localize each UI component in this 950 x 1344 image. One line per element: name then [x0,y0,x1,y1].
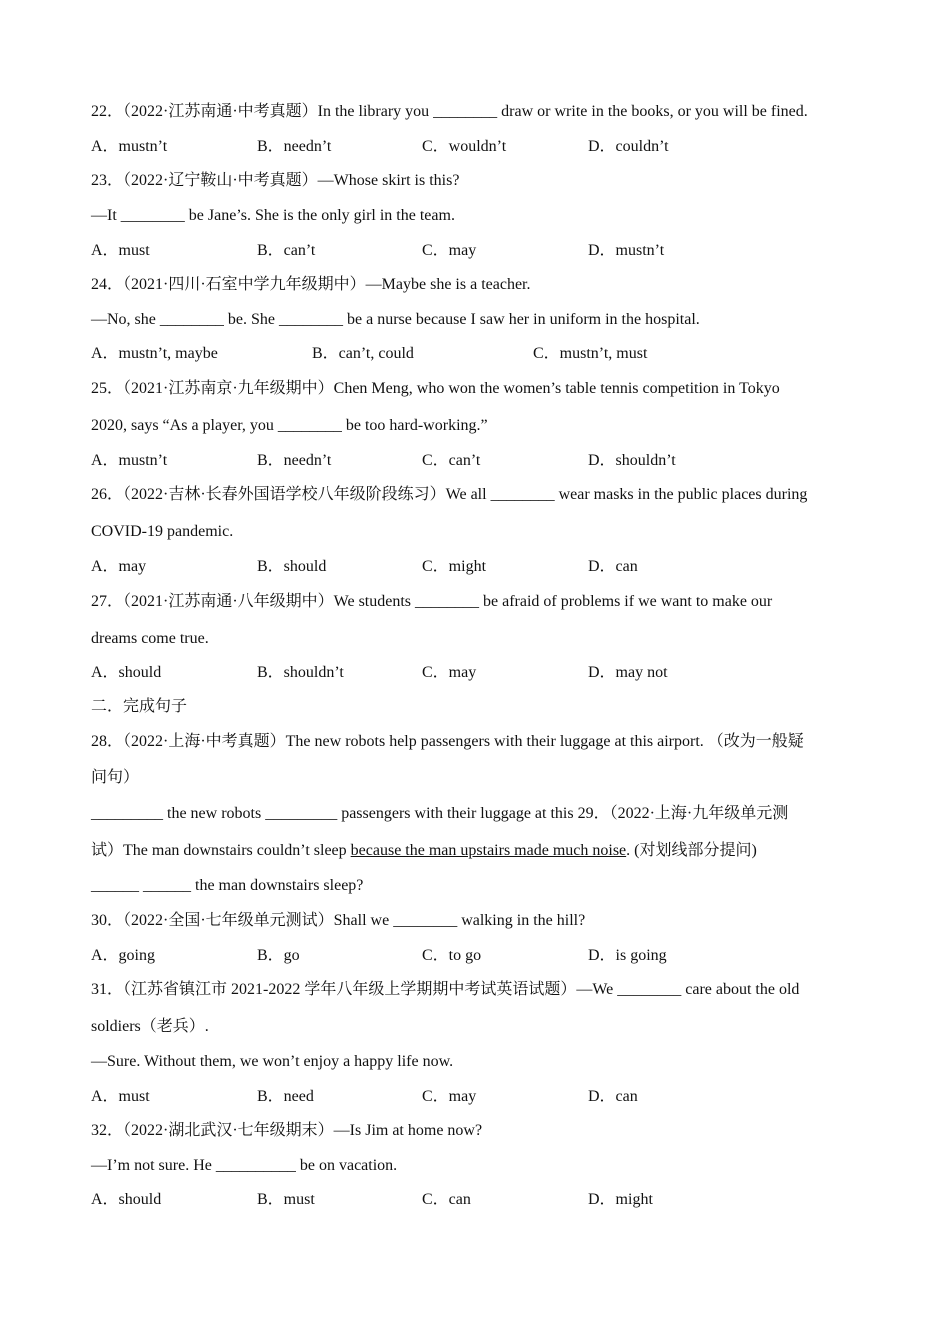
q22-option-b: B．needn’t [257,138,332,155]
question-24-stem: 24．（2021·四川·石室中学九年级期中）—Maybe she is a teacher. [91,276,531,293]
question-31-stem: 31．（江苏省镇江市 2021-2022 学年八年级上学期期中考试英语试题）—We ________ care about the old [91,981,800,998]
q30-option-d: D．is going [588,947,667,964]
question-32-stem: 32．（2022·湖北武汉·七年级期末）—Is Jim at home now? [91,1122,483,1139]
question-32-line2: —I’m not sure. He __________ be on vacation. [91,1157,398,1174]
q24-option-a: A．mustn’t, maybe [91,345,218,362]
q32-option-d: D．might [588,1191,653,1208]
question-28-line3: _________ the new robots _________ passengers with their luggage at this 29．（2022·上海·九年级单元测 [91,805,789,822]
section-heading: 二．完成句子 [91,698,188,715]
q23-option-a: A．must [91,242,150,259]
q27-option-a: A．should [91,664,162,681]
q22-option-d: D．couldn’t [588,138,669,155]
q25-option-c: C．can’t [422,452,481,469]
q29-underlined-part: because the man upstairs made much noise [350,842,627,859]
q31-option-d: D．can [588,1088,638,1105]
q26-option-d: D．can [588,558,638,575]
question-25-stem: 25．（2021·江苏南京·九年级期中）Chen Meng, who won the women’s table tennis competition in Tokyo [91,380,780,397]
q27-option-d: D．may not [588,664,668,681]
question-29-line2: ______ ______ the man downstairs sleep? [91,877,364,894]
q26-option-a: A．may [91,558,147,575]
question-28-stem: 28．（2022·上海·中考真题）The new robots help passengers with their luggage at this airport. （改为一般疑 [91,733,804,750]
q24-option-b: B．can’t, could [312,345,414,362]
q27-option-c: C．may [422,664,477,681]
question-31-line2: soldiers（老兵）. [91,1018,209,1035]
question-26-line2: COVID-19 pandemic. [91,523,234,540]
question-23-stem: 23．（2022·辽宁鞍山·中考真题）—Whose skirt is this? [91,172,460,189]
q32-option-b: B．must [257,1191,315,1208]
q30-option-b: B．go [257,947,300,964]
question-26-stem: 26．（2022·吉林·长春外国语学校八年级阶段练习）We all ________ wear masks in the public places during [91,486,808,503]
q23-option-d: D．mustn’t [588,242,665,259]
question-28-line2: 问句） [91,769,140,786]
q26-option-c: C．might [422,558,487,575]
question-29-stem [91,841,757,861]
q24-option-c: C．mustn’t, must [533,345,648,362]
q26-option-b: B．should [257,558,327,575]
q29-post: . (对划线部分提问) [626,842,757,859]
q31-option-c: C．may [422,1088,477,1105]
q31-option-a: A．must [91,1088,150,1105]
q29-pre: 试）The man downstairs couldn’t sleep [91,842,351,859]
question-22-stem: 22．（2022·江苏南通·中考真题）In the library you ________ draw or write in the books, or you will be fined. [91,103,808,120]
q23-option-c: C．may [422,242,477,259]
question-24-line2: —No, she ________ be. She ________ be a nurse because I saw her in uniform in the hospital. [91,311,700,328]
question-30-stem: 30．（2022·全国·七年级单元测试）Shall we ________ walking in the hill? [91,912,586,929]
question-31-line3: —Sure. Without them, we won’t enjoy a happy life now. [91,1053,454,1070]
q31-option-b: B．need [257,1088,314,1105]
q27-option-b: B．shouldn’t [257,664,344,681]
q30-option-c: C．to go [422,947,482,964]
question-27-stem: 27．（2021·江苏南通·八年级期中）We students ________ be afraid of problems if we want to make our [91,593,773,610]
q32-option-a: A．should [91,1191,162,1208]
question-25-line2: 2020, says “As a player, you ________ be too hard-working.” [91,417,488,434]
question-23-line2: —It ________ be Jane’s. She is the only girl in the team. [91,207,455,224]
q22-option-a: A．mustn’t [91,138,168,155]
q30-option-a: A．going [91,947,156,964]
q32-option-c: C．can [422,1191,471,1208]
q25-option-b: B．needn’t [257,452,332,469]
q23-option-b: B．can’t [257,242,316,259]
q22-option-c: C．wouldn’t [422,138,507,155]
q25-option-a: A．mustn’t [91,452,168,469]
question-27-line2: dreams come true. [91,630,209,647]
q25-option-d: D．shouldn’t [588,452,676,469]
